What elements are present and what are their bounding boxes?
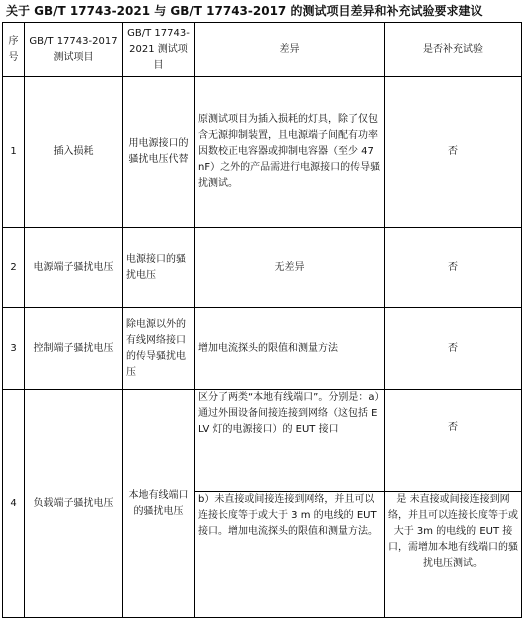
- table-row: [3, 390, 522, 492]
- header-supplement: 是否补充试验: [385, 23, 522, 77]
- document-title: 关于 GB/T 17743-2021 与 GB/T 17743-2017 的测试项目差异和补充试验要求建议: [6, 4, 483, 18]
- header-diff: 差异: [195, 23, 385, 77]
- cell-old-item: 电源端子骚扰电压: [25, 228, 123, 308]
- cell-diff: 增加电流探头的限值和测量方法: [195, 308, 385, 390]
- cell-diff-b: b）未直接或间接连接到网络，并且可以连接长度等于或大于 3 m 的电线的 EUT 接口。增加电流探头的限值和测量方法。: [195, 492, 385, 618]
- cell-new-item: 除电源以外的有线网络接口的传导骚扰电压: [123, 308, 195, 390]
- cell-seq: 3: [3, 308, 25, 390]
- cell-old-item: 控制端子骚扰电压: [25, 308, 123, 390]
- cell-seq: 2: [3, 228, 25, 308]
- cell-diff: 原测试项目为插入损耗的灯具，除了仅包含无源抑制装置，且电源端子间配有功率因数校正电容器或抑制电容器（至少 47 nF）之外的产品需进行电源接口的传导骚扰测试。: [195, 77, 385, 228]
- table-header-row: [3, 23, 522, 77]
- cell-supplement-a: 否: [385, 390, 522, 492]
- header-new-item: GB/T 17743-2021 测试项目: [123, 23, 195, 77]
- cell-supplement: 否: [385, 77, 522, 228]
- cell-old-item: 插入损耗: [25, 77, 123, 228]
- cell-supplement: 否: [385, 308, 522, 390]
- cell-supplement-b: 是 未直接或间接连接到网络，并且可以连接长度等于或大于 3m 的电线的 EUT 接口，需增加本地有线端口的骚扰电压测试。: [385, 492, 522, 618]
- comparison-table: [2, 22, 522, 618]
- cell-seq: 1: [3, 77, 25, 228]
- cell-new-item: 本地有线端口的骚扰电压: [123, 390, 195, 618]
- header-old-item: GB/T 17743-2017 测试项目: [25, 23, 123, 77]
- cell-new-item: 用电源接口的骚扰电压代替: [123, 77, 195, 228]
- cell-seq: 4: [3, 390, 25, 618]
- cell-diff-a: 区分了两类“本地有线端口”。分别是：a）通过外围设备间接连接到网络（这包括 ELV 灯的电源接口）的 EUT 接口: [195, 390, 385, 492]
- table-row: [3, 308, 522, 390]
- header-seq: 序号: [3, 23, 25, 77]
- cell-supplement: 否: [385, 228, 522, 308]
- table-row: [3, 228, 522, 308]
- cell-new-item: 电源接口的骚扰电压: [123, 228, 195, 308]
- cell-diff: 无差异: [195, 228, 385, 308]
- table-row: [3, 77, 522, 228]
- cell-old-item: 负载端子骚扰电压: [25, 390, 123, 618]
